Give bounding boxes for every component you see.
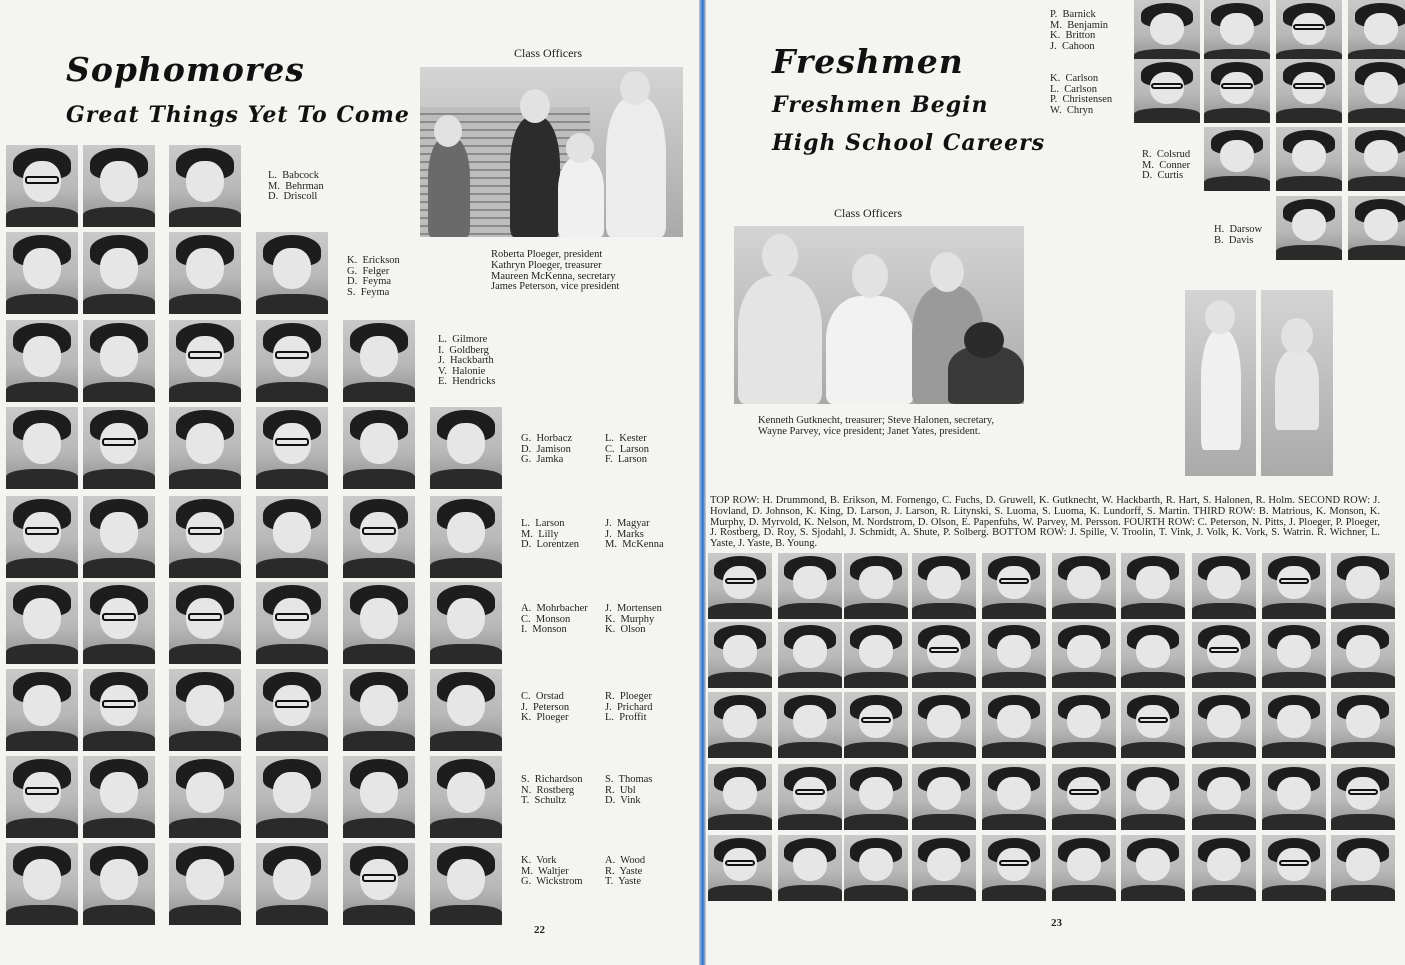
student-portrait: [6, 145, 78, 227]
student-portrait: [6, 669, 78, 751]
student-portrait: [778, 835, 842, 901]
student-name: A. Mohrbacher: [521, 603, 588, 614]
student-name: L. Babcock: [268, 170, 320, 181]
student-portrait: [708, 764, 772, 830]
student-name: L. Carlson: [1050, 83, 1097, 95]
student-name: J. Prichard: [605, 701, 653, 713]
student-name: L. Kester: [605, 433, 647, 444]
student-portrait: [982, 692, 1046, 758]
baby-photo: [1261, 290, 1333, 476]
student-name: M. Waltjer: [521, 865, 569, 877]
student-portrait: [1331, 622, 1395, 688]
student-portrait: [1262, 835, 1326, 901]
student-name: L. Proffit: [605, 712, 647, 723]
student-name: J. Magyar: [605, 518, 650, 529]
student-name: R. Ploeger: [605, 691, 652, 702]
student-portrait: [1052, 622, 1116, 688]
class-officers-label: Class Officers: [834, 206, 903, 220]
student-name: G. Felger: [347, 265, 390, 277]
student-portrait: [1348, 0, 1405, 64]
student-portrait: [982, 553, 1046, 619]
student-name: R. Ubl: [605, 784, 636, 796]
student-name: R. Yaste: [605, 865, 643, 877]
student-portrait: [83, 669, 155, 751]
student-portrait: [982, 622, 1046, 688]
book-spine: [699, 0, 706, 965]
student-name: J. Mortensen: [605, 603, 662, 614]
student-portrait: [169, 496, 241, 578]
student-portrait: [912, 553, 976, 619]
page-number: 22: [534, 924, 545, 936]
student-portrait: [1276, 127, 1342, 191]
student-portrait: [6, 320, 78, 402]
student-name: V. Halonie: [438, 365, 486, 377]
student-name: G. Jamka: [521, 454, 564, 465]
student-name: N. Rostberg: [521, 784, 575, 796]
student-name: S. Feyma: [347, 286, 390, 298]
student-portrait: [343, 669, 415, 751]
student-portrait: [912, 764, 976, 830]
student-portrait: [6, 756, 78, 838]
sophomores-page: [0, 0, 699, 965]
class-officers-photo: [734, 226, 1024, 404]
student-portrait: [1121, 622, 1185, 688]
student-portrait: [912, 622, 976, 688]
student-name: P. Barnick: [1050, 9, 1096, 20]
student-name: W. Chryn: [1050, 104, 1094, 116]
student-portrait: [1276, 196, 1342, 260]
student-name: C. Monson: [521, 613, 571, 625]
student-portrait: [912, 835, 976, 901]
name-list: [1050, 10, 1108, 52]
student-portrait: [6, 496, 78, 578]
name-list: [605, 434, 649, 466]
student-portrait: [83, 756, 155, 838]
student-name: L. Larson: [521, 518, 565, 529]
officers-caption: Roberta Ploeger, president Kathryn Ploeger, treasurer Maureen McKenna, secretary James Peterson, vice president: [491, 249, 620, 293]
student-name: K. Olson: [605, 624, 646, 635]
student-name: J. Cahoon: [1050, 40, 1095, 52]
student-portrait: [83, 232, 155, 314]
name-list: [521, 604, 588, 636]
student-portrait: [708, 692, 772, 758]
student-portrait: [256, 669, 328, 751]
name-list: [605, 856, 645, 888]
name-list: [521, 692, 569, 724]
student-portrait: [169, 582, 241, 664]
name-list: [521, 519, 579, 551]
student-name: T. Schultz: [521, 795, 567, 806]
student-portrait: [256, 843, 328, 925]
student-portrait: [343, 582, 415, 664]
student-name: K. Murphy: [605, 613, 655, 625]
student-portrait: [1262, 622, 1326, 688]
name-list: [438, 335, 495, 388]
student-portrait: [6, 582, 78, 664]
student-portrait: [1262, 553, 1326, 619]
student-name: F. Larson: [605, 454, 648, 465]
page-title: Sophomores: [66, 50, 305, 89]
class-officers-photo: [420, 67, 683, 237]
student-name: E. Hendricks: [438, 376, 496, 387]
student-name: B. Davis: [1214, 234, 1254, 246]
freshmen-page: [706, 0, 1405, 965]
student-portrait: [1276, 0, 1342, 64]
student-portrait: [844, 622, 908, 688]
student-portrait: [1192, 835, 1256, 901]
name-list: [1142, 150, 1190, 182]
student-portrait: [256, 582, 328, 664]
student-portrait: [83, 145, 155, 227]
student-name: L. Gilmore: [438, 334, 488, 345]
name-list: [347, 256, 400, 298]
student-portrait: [169, 232, 241, 314]
student-portrait: [1121, 835, 1185, 901]
student-name: D. Feyma: [347, 276, 392, 287]
student-portrait: [169, 756, 241, 838]
student-portrait: [1192, 692, 1256, 758]
student-portrait: [343, 756, 415, 838]
student-portrait: [1262, 764, 1326, 830]
student-name: D. Curtis: [1142, 170, 1184, 181]
student-portrait: [169, 407, 241, 489]
name-list: [605, 692, 653, 724]
student-name: K. Vork: [521, 855, 557, 866]
student-name: D. Jamison: [521, 443, 571, 455]
baby-photo: [1185, 290, 1256, 476]
student-portrait: [1121, 553, 1185, 619]
student-portrait: [1052, 835, 1116, 901]
student-name: H. Darsow: [1214, 224, 1263, 235]
student-portrait: [83, 320, 155, 402]
student-name: T. Yaste: [605, 876, 641, 887]
name-list: [521, 856, 583, 888]
student-portrait: [256, 232, 328, 314]
student-portrait: [83, 582, 155, 664]
student-name: D. Driscoll: [268, 191, 318, 202]
student-portrait: [256, 496, 328, 578]
student-portrait: [1134, 0, 1200, 64]
student-portrait: [169, 669, 241, 751]
page-subtitle-line2: High School Careers: [772, 130, 1046, 156]
student-name: I. Monson: [521, 624, 567, 635]
student-name: M. Lilly: [521, 528, 559, 540]
student-portrait: [1276, 59, 1342, 123]
student-portrait: [708, 622, 772, 688]
student-portrait: [6, 843, 78, 925]
student-portrait: [343, 496, 415, 578]
student-name: M. Benjamin: [1050, 19, 1109, 31]
name-list: [521, 434, 572, 466]
student-name: K. Erickson: [347, 255, 400, 266]
name-list: [268, 171, 324, 203]
student-portrait: [256, 320, 328, 402]
student-portrait: [83, 843, 155, 925]
student-portrait: [6, 232, 78, 314]
name-list: [1050, 74, 1112, 116]
student-portrait: [1121, 764, 1185, 830]
student-portrait: [1052, 553, 1116, 619]
freshmen-rows-caption: TOP ROW: H. Drummond, B. Erikson, M. Fornengo, C. Fuchs, D. Gruwell, K. Gutknecht, W. Hackbarth, R. Hart, S. Halonen, R. Holm. SECOND ROW: J. Hovland, D. Johnson, K. King, D. Larson, J. Larson, R. Litynski, S. Luoma, S. Luoma, K. Lundorff, S. Martin. THIRD ROW: B. Matrious, K. Monson, K. Murphy, D. Myrvold, K. Nelson, M. Nordstrom, D. Olson, E. Papenfuhs, W. Parvey, M. Persson. FOURTH ROW: C. Peterson, N. Pitts, J. Ploeger, P. Ploeger, J. Rostberg, D. Roy, S. Sjodahl, J. Schmidt, A. Shute, P. Solberg. BOTTOM ROW: J. Spille, V. Troolin, T. Vink, J. Volk, K. Vork, S. Watrin. R. Wichner, L. Yaste, J. Yaste, B. Young.: [710, 495, 1380, 550]
student-portrait: [343, 843, 415, 925]
student-portrait: [430, 582, 502, 664]
class-officers-label: Class Officers: [514, 46, 583, 60]
student-portrait: [1134, 59, 1200, 123]
student-portrait: [1348, 59, 1405, 123]
student-portrait: [1192, 764, 1256, 830]
student-name: I. Goldberg: [438, 344, 489, 356]
student-portrait: [6, 407, 78, 489]
student-portrait: [1204, 59, 1270, 123]
student-portrait: [83, 496, 155, 578]
student-name: P. Christensen: [1050, 94, 1113, 105]
student-portrait: [1331, 835, 1395, 901]
student-name: J. Marks: [605, 528, 644, 540]
student-name: K. Carlson: [1050, 73, 1099, 84]
page-number: 23: [1051, 917, 1062, 929]
student-name: C. Orstad: [521, 691, 564, 702]
student-portrait: [430, 843, 502, 925]
student-portrait: [778, 622, 842, 688]
student-portrait: [1204, 0, 1270, 64]
student-name: D. Vink: [605, 795, 641, 806]
student-portrait: [1348, 127, 1405, 191]
student-portrait: [83, 407, 155, 489]
student-name: C. Larson: [605, 443, 650, 455]
page-subtitle-line1: Freshmen Begin: [772, 92, 989, 118]
student-name: D. Lorentzen: [521, 539, 580, 550]
student-portrait: [430, 669, 502, 751]
student-portrait: [778, 764, 842, 830]
student-portrait: [778, 692, 842, 758]
student-portrait: [1052, 692, 1116, 758]
student-portrait: [343, 320, 415, 402]
student-portrait: [1192, 622, 1256, 688]
student-portrait: [256, 756, 328, 838]
student-portrait: [708, 835, 772, 901]
student-portrait: [1121, 692, 1185, 758]
student-name: M. Conner: [1142, 159, 1191, 171]
student-portrait: [1052, 764, 1116, 830]
student-name: G. Horbacz: [521, 433, 573, 444]
student-portrait: [1331, 692, 1395, 758]
student-name: G. Wickstrom: [521, 876, 583, 887]
student-portrait: [982, 764, 1046, 830]
student-portrait: [343, 407, 415, 489]
student-name: M. Behrman: [268, 180, 324, 192]
student-portrait: [912, 692, 976, 758]
student-portrait: [1331, 764, 1395, 830]
student-name: J. Peterson: [521, 701, 570, 713]
student-portrait: [1262, 692, 1326, 758]
student-portrait: [256, 407, 328, 489]
name-list: [1214, 225, 1262, 246]
student-name: A. Wood: [605, 855, 646, 866]
student-name: M. McKenna: [605, 539, 664, 550]
student-name: S. Richardson: [521, 774, 583, 785]
student-portrait: [844, 764, 908, 830]
student-name: K. Ploeger: [521, 712, 569, 723]
student-portrait: [169, 320, 241, 402]
page-title: Freshmen: [772, 42, 964, 81]
officers-caption: Kenneth Gutknecht, treasurer; Steve Halonen, secretary, Wayne Parvey, vice president; Janet Yates, president.: [758, 415, 995, 437]
student-portrait: [430, 756, 502, 838]
student-portrait: [430, 407, 502, 489]
student-name: S. Thomas: [605, 774, 653, 785]
student-portrait: [430, 496, 502, 578]
student-portrait: [708, 553, 772, 619]
student-portrait: [778, 553, 842, 619]
student-portrait: [169, 843, 241, 925]
student-name: R. Colsrud: [1142, 149, 1191, 160]
student-portrait: [1331, 553, 1395, 619]
name-list: [605, 604, 662, 636]
student-portrait: [1204, 127, 1270, 191]
name-list: [521, 775, 583, 807]
student-portrait: [844, 692, 908, 758]
page-subtitle: Great Things Yet To Come: [66, 102, 410, 128]
student-portrait: [982, 835, 1046, 901]
student-portrait: [1348, 196, 1405, 260]
name-list: [605, 775, 652, 807]
name-list: [605, 519, 664, 551]
student-portrait: [844, 553, 908, 619]
student-portrait: [169, 145, 241, 227]
student-name: K. Britton: [1050, 30, 1096, 41]
student-portrait: [844, 835, 908, 901]
student-name: J. Hackbarth: [438, 355, 494, 366]
student-portrait: [1192, 553, 1256, 619]
